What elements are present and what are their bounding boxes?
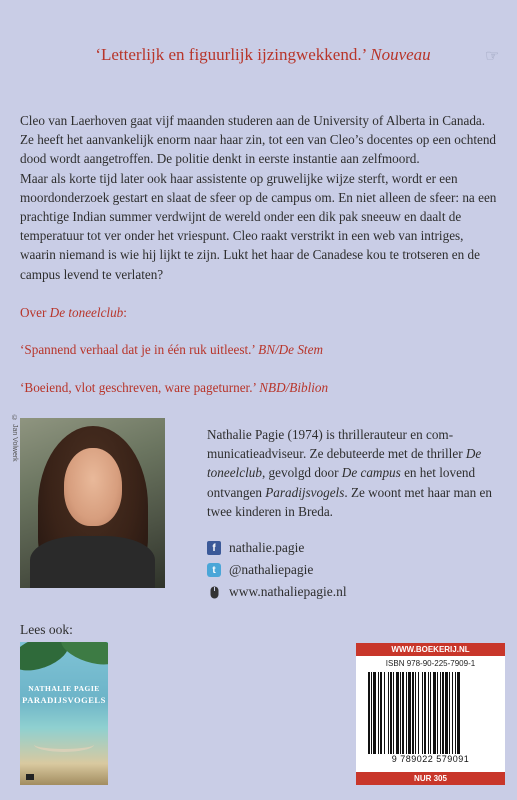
lees-ook-label: Lees ook:	[20, 622, 73, 637]
barcode-bar	[408, 672, 411, 754]
barcode-bar	[437, 672, 438, 754]
barcode-bar	[371, 672, 372, 754]
facebook-label: nathalie.pagie	[229, 540, 305, 555]
author-photo-body	[30, 536, 155, 588]
publisher-logo-icon	[26, 774, 34, 780]
twitter-icon: t	[207, 563, 221, 577]
review-2	[20, 380, 328, 396]
barcode-panel	[356, 643, 505, 785]
barcode-bar	[393, 672, 394, 754]
website-link[interactable]	[207, 582, 347, 602]
blurb	[20, 111, 498, 284]
barcode-bar	[388, 672, 389, 754]
barcode-bar	[400, 672, 401, 754]
facebook-icon: f	[207, 541, 221, 555]
over-prefix: Over	[20, 305, 50, 320]
barcode-bar	[418, 672, 419, 754]
twitter-label: @nathaliepagie	[229, 562, 314, 577]
barcode-bar	[449, 672, 450, 754]
author-bio	[207, 425, 507, 521]
author-bio-text	[207, 425, 507, 521]
barcode-bar	[457, 672, 460, 754]
review-1-source: BN/De Stem	[258, 342, 323, 357]
blurb-paragraph-2: Maar als korte tijd later ook haar assistente op gruwelijke wijze sterft, wordt er een moordonderzoek gestart en slaat de sfeer op de campus om. En niet alleen de sfeer: na een prachtige Indian summer verdwijnt de wereld onder een dik pak sneeuw en daalt de temperatuur tot ver onder het vriespunt. Cleo raakt verstrikt in een web van intriges, waarin niemand is wie hij lijkt te zijn. Lukt het haar de Canadese kou te trotseren en de campus levend te verlaten?	[20, 170, 497, 282]
author-photo-face	[64, 448, 122, 526]
mouse-icon	[207, 585, 221, 599]
barcode-bar	[390, 672, 392, 754]
barcode-bar	[442, 672, 444, 754]
barcode-bar	[428, 672, 429, 754]
bio-part-3: en het lovend ontvangen	[207, 465, 476, 500]
bio-part-4: . Ze woont met haar man en twee kinderen in Breda.	[207, 484, 492, 519]
nur-label: NUR 305	[356, 772, 505, 785]
bio-book-1: De toneelclub	[207, 446, 482, 481]
twitter-link[interactable]	[207, 560, 347, 580]
review-1	[20, 342, 323, 358]
isbn-label: ISBN 978-90-225-7909-1	[385, 659, 476, 668]
palm-leaf-graphic	[57, 642, 108, 671]
over-suffix: :	[123, 305, 127, 320]
book-cover-author: NATHALIE PAGIE	[28, 684, 100, 693]
blurb-paragraph-1: Cleo van Laerhoven gaat vijf maanden studeren aan de University of Alberta in Canada. Ze heeft het aanvankelijk enorm naar haar zin, tot een van Cleo’s docentes op een ochtend dood wordt aangetroffen. De politie denkt in eerste instantie aan zelfmoord.	[20, 113, 497, 167]
barcode-bar	[380, 672, 382, 754]
photo-credit: © Jan Volwerk	[11, 415, 18, 462]
barcode-bar	[402, 672, 404, 754]
book-cover-paradijsvogels	[20, 642, 108, 785]
barcode-bar	[452, 672, 453, 754]
review-2-source: NBD/Biblion	[259, 380, 329, 395]
social-links	[207, 538, 347, 604]
review-2-text: ‘Boeiend, vlot geschreven, ware pageturner.’	[20, 380, 256, 395]
barcode-bar	[396, 672, 399, 754]
book-cover-title: PARADIJSVOGELS	[22, 695, 106, 705]
facebook-link[interactable]	[207, 538, 347, 558]
barcode-bar	[412, 672, 414, 754]
website-label: www.nathaliepagie.nl	[229, 584, 347, 599]
over-heading	[20, 305, 127, 321]
barcode-bar	[384, 672, 385, 754]
hammock-graphic	[34, 737, 94, 752]
barcode-bar	[455, 672, 456, 754]
barcode-bar	[430, 672, 431, 754]
barcode-bar	[368, 672, 370, 754]
pointing-hand-icon: ☞	[485, 48, 500, 65]
barcode-bar	[440, 672, 441, 754]
review-1-text: ‘Spannend verhaal dat je in één ruk uitleest.’	[20, 342, 255, 357]
over-title: De toneelclub	[49, 305, 124, 320]
bio-part-2: , gevolgd door	[261, 465, 342, 481]
bio-book-2: De campus	[341, 465, 401, 481]
barcode-bar	[422, 672, 423, 754]
barcode-bar	[406, 672, 407, 754]
top-quote-source: Nouveau	[370, 45, 431, 64]
publisher-url: WWW.BOEKERIJ.NL	[356, 643, 505, 656]
bio-part-1: Nathalie Pagie (1974) is thrillerauteur en communicatieadviseur. Ze debuteerde met de thriller	[207, 427, 466, 462]
barcode-bar	[378, 672, 379, 754]
top-quote	[28, 44, 498, 66]
barcode-bar	[424, 672, 426, 754]
top-quote-text: ‘Letterlijk en figuurlijk ijzingwekkend.’	[95, 45, 366, 64]
barcode-digits: 9 789022 579091	[391, 754, 470, 764]
bio-book-3: Paradijsvogels	[265, 484, 345, 500]
barcode-bars	[366, 672, 495, 754]
barcode-bar	[373, 672, 376, 754]
barcode-bar	[433, 672, 436, 754]
barcode-bar	[415, 672, 416, 754]
author-photo	[20, 418, 165, 588]
barcode-bar	[445, 672, 448, 754]
